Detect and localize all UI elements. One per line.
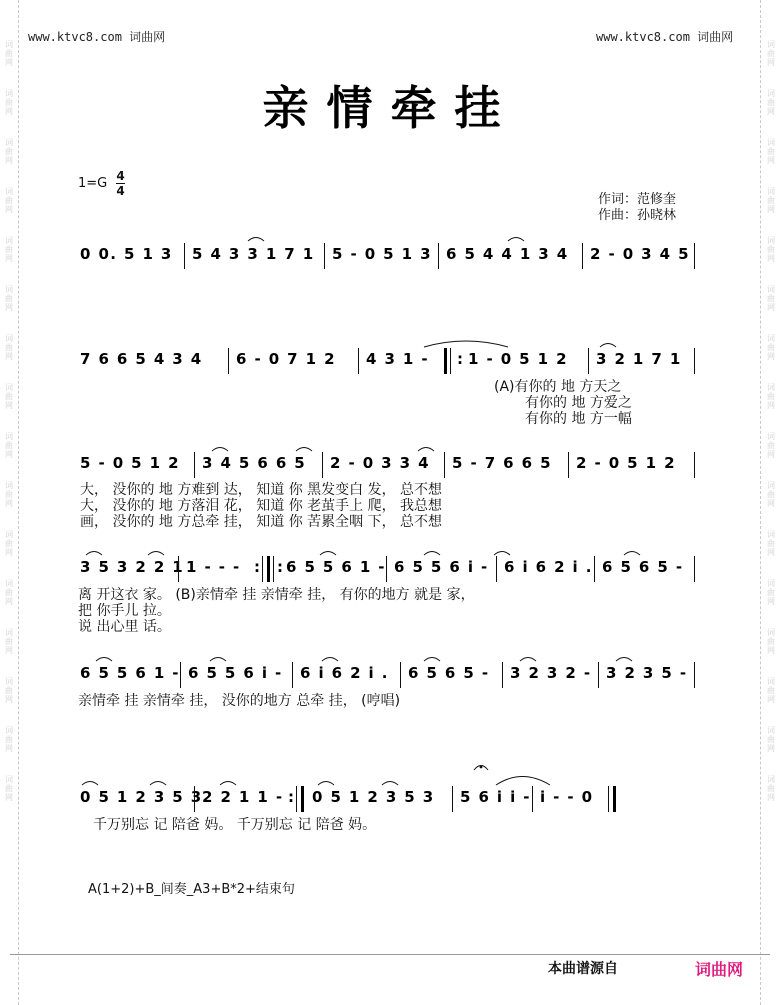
watermark-text: 词曲网 (767, 138, 775, 165)
measure-19: 6 5 5 6 i - (394, 558, 489, 576)
measure-12: 3 4 5 6 6 5 (202, 454, 307, 472)
time-signature-top: 4 (116, 169, 125, 183)
slur-mark (220, 782, 236, 786)
lyric-line-3-verse-1: 大， 没你的 地 方难到 达， 知道 你 黑发变白 发， 总不想 (80, 482, 443, 498)
slur-mark (520, 658, 536, 662)
watermark-text: 词曲网 (767, 481, 775, 508)
time-signature-bottom: 4 (116, 184, 125, 198)
slur-mark (424, 658, 440, 662)
slur-mark (418, 448, 434, 452)
measure-9: 1 - 0 5 1 2 (468, 350, 568, 368)
footer-divider (10, 954, 770, 955)
measure-11: 5 - 0 5 1 2 (80, 454, 180, 472)
measure-16: 3 5 3 2 2 1 (80, 558, 185, 576)
lyric-line-5: 亲情牵 挂 亲情牵 挂， 没你的地方 总牵 挂， (哼唱) (78, 693, 401, 709)
watermark-text: 词曲网 (5, 579, 13, 606)
lyric-line-4-verse-3: 说 出心里 话。 (78, 619, 171, 635)
measure-32: i - - 0 (540, 788, 594, 806)
watermark-text: 词曲网 (5, 383, 13, 410)
slur-mark (150, 782, 166, 786)
watermark-text: 词曲网 (5, 481, 13, 508)
watermark-text: 词曲网 (767, 775, 775, 802)
measure-14: 5 - 7 6 6 5 (452, 454, 552, 472)
watermark-text: 词曲网 (767, 530, 775, 557)
watermark-text: 词曲网 (5, 677, 13, 704)
slur-mark (296, 448, 312, 452)
watermark-text: 词曲网 (767, 628, 775, 655)
watermark-text: 词曲网 (767, 40, 775, 67)
watermark-text: 词曲网 (5, 236, 13, 263)
measure-17: 1 - - - (186, 558, 241, 576)
measure-18: 6 5 5 6 1 - (286, 558, 386, 576)
measure-5: 2 - 0 3 4 5 (590, 245, 690, 263)
song-structure-note: A(1+2)+B_间奏_A3+B*2+结束句 (88, 882, 295, 897)
measure-26: 3 2 3 2 - (510, 664, 592, 682)
watermark-text: 词曲网 (5, 40, 13, 67)
measure-25: 6 5 6 5 - (408, 664, 490, 682)
header-site-link-right[interactable]: www.ktvc8.com 词曲网 (596, 30, 734, 44)
slur-mark (210, 658, 226, 662)
measure-6: 7 6 6 5 4 3 4 (80, 350, 203, 368)
repeat-end-sign: : (288, 788, 294, 806)
slur-mark (508, 238, 524, 242)
slur-mark (424, 552, 440, 556)
measure-13: 2 - 0 3 3 4 (330, 454, 430, 472)
watermark-text: 词曲网 (5, 138, 13, 165)
watermark-text: 词曲网 (767, 432, 775, 459)
measure-31: 5 6 i i - (460, 788, 531, 806)
tie-mark (424, 341, 508, 347)
slur-mark (82, 782, 98, 786)
lyric-line-a1: (A)有你的 地 方天之 (494, 379, 622, 395)
measure-3: 5 - 0 5 1 3 (332, 245, 432, 263)
watermark-text: 词曲网 (5, 89, 13, 116)
site-brand-link[interactable]: 词曲网 (695, 960, 744, 979)
watermark-text: 词曲网 (767, 726, 775, 753)
lyric-line-4-main: 离 开这衣 家。 (B)亲情牵 挂 亲情牵 挂， 有你的地方 就是 家， (78, 587, 475, 603)
composer-credit: 作曲：孙晓林 (598, 208, 677, 223)
watermark-text: 词曲网 (5, 285, 13, 312)
lyricist-credit: 作词：范修奎 (598, 192, 677, 207)
slur-mark (494, 552, 510, 556)
slur-mark (624, 552, 640, 556)
measure-10: 3 2 1 7 1 (596, 350, 682, 368)
watermark-text: 词曲网 (5, 775, 13, 802)
fermata-dot (480, 766, 483, 769)
tie-mark (496, 777, 550, 786)
repeat-end-sign: : (254, 558, 260, 576)
lyric-line-a2: 有你的 地 方爱之 (525, 395, 632, 411)
watermark-text: 词曲网 (767, 236, 775, 263)
watermark-text: 词曲网 (767, 89, 775, 116)
watermark-text: 词曲网 (5, 334, 13, 361)
lyric-line-4-verse-2: 把 你手儿 拉。 (78, 603, 171, 619)
measure-1: 0 0. 5 1 3 (80, 245, 173, 263)
slur-mark (600, 344, 616, 348)
slur-mark (148, 552, 164, 556)
repeat-start-sign: : (277, 558, 283, 576)
measure-21: 6 5 6 5 - (602, 558, 684, 576)
lyric-line-6: 千万别忘 记 陪爸 妈。 千万别忘 记 陪爸 妈。 (93, 817, 377, 833)
measure-27: 3 2 3 5 - (606, 664, 688, 682)
song-title: 亲情牵挂 (262, 81, 519, 135)
watermark-text: 词曲网 (5, 432, 13, 459)
lyric-line-3-verse-2: 大， 没你的 地 方落泪 花， 知道 你 老茧手上 爬， 我总想 (80, 498, 443, 514)
repeat-start-sign: : (457, 350, 463, 368)
slur-mark (212, 448, 228, 452)
lyric-line-3-verse-3: 画， 没你的 地 方总牵 挂， 知道 你 苦累全咽 下， 总不想 (80, 514, 443, 530)
slur-mark (318, 782, 334, 786)
watermark-text: 词曲网 (767, 285, 775, 312)
slur-mark (320, 552, 336, 556)
measure-22: 6 5 5 6 1 - (80, 664, 180, 682)
watermark-text: 词曲网 (767, 334, 775, 361)
slur-mark (616, 658, 632, 662)
watermark-text: 词曲网 (5, 726, 13, 753)
lyric-line-a3: 有你的 地 方一幅 (525, 411, 632, 427)
measure-8: 4 3 1 - (366, 350, 430, 368)
measure-15: 2 - 0 5 1 2 (576, 454, 676, 472)
measure-23: 6 5 5 6 i - (188, 664, 283, 682)
watermark-text: 词曲网 (5, 187, 13, 214)
slur-mark (86, 552, 102, 556)
measure-7: 6 - 0 7 1 2 (236, 350, 336, 368)
watermark-text: 词曲网 (767, 187, 775, 214)
measure-4: 6 5 4 4 1 3 4 (446, 245, 569, 263)
watermark-text: 词曲网 (5, 530, 13, 557)
slur-mark (322, 658, 338, 662)
watermark-text: 词曲网 (5, 628, 13, 655)
source-label: 本曲谱源自 (548, 961, 618, 977)
measure-24: 6 i 6 2 i . (300, 664, 389, 682)
slur-mark (96, 658, 112, 662)
measure-30: 0 5 1 2 3 5 3 (312, 788, 435, 806)
measure-2: 5 4 3 3 1 7 1 (192, 245, 315, 263)
measure-29: 2 2 1 1 - (202, 788, 284, 806)
watermark-text: 词曲网 (767, 383, 775, 410)
measure-28: 0 5 1 2 3 5 3 (80, 788, 203, 806)
watermark-text: 词曲网 (767, 677, 775, 704)
header-site-link-left[interactable]: www.ktvc8.com 词曲网 (28, 30, 166, 44)
key-signature: 1=G (78, 176, 108, 191)
measure-20: 6 i 6 2 i . (504, 558, 593, 576)
slur-mark (248, 238, 264, 242)
slur-mark (382, 782, 398, 786)
watermark-text: 词曲网 (767, 579, 775, 606)
